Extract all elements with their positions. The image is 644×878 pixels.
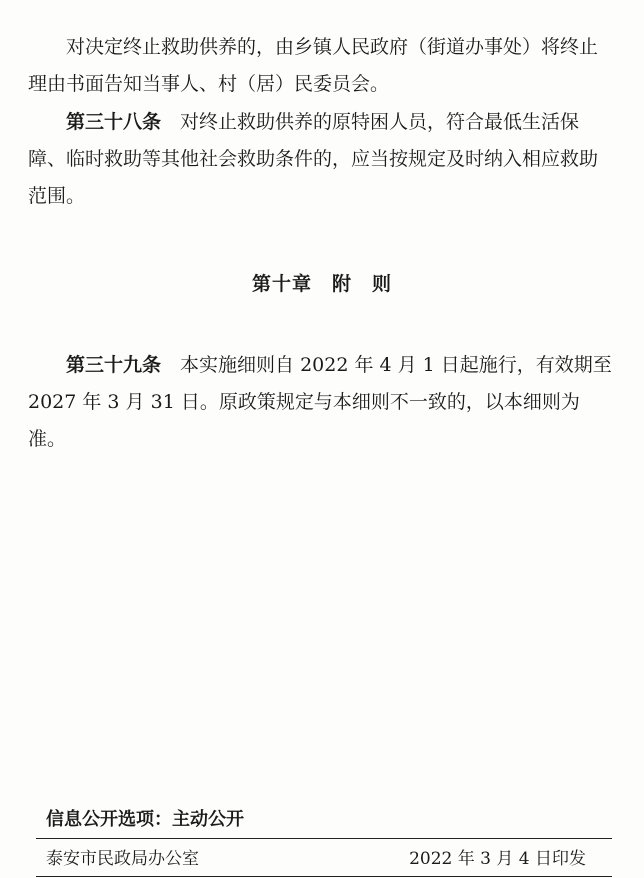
article-39: [28, 347, 616, 458]
article-heading: 第三十九条: [66, 354, 162, 376]
footer-divider-top: [36, 838, 612, 839]
print-date: 2022 年 3 月 4 日印发: [409, 849, 586, 869]
article-38: [28, 104, 616, 215]
article-text: 本实施细则自 2022 年 4 月 1 日起施行，有效期至 2027 年 3 月 31 日。原政策规定与本细则不一致的，以本细则为准。: [28, 354, 612, 450]
paragraph-termination-notice: [28, 29, 616, 103]
article-text: 对终止救助供养的原特困人员，符合最低生活保障、临时救助等其他社会救助条件的，应当按规定及时纳入相应救助范围。: [28, 111, 599, 207]
footer-divider-bottom: [36, 876, 612, 877]
article-heading: 第三十八条: [66, 111, 162, 133]
chapter-title: 第十章 附 则: [251, 273, 392, 295]
info-disclosure-option: 信息公开选项：主动公开: [46, 809, 244, 830]
paragraph-text: 对决定终止救助供养的，由乡镇人民政府（街道办事处）将终止理由书面告知当事人、村（居）民委员会。: [28, 36, 599, 95]
issuing-office: 泰安市民政局办公室: [46, 849, 199, 869]
